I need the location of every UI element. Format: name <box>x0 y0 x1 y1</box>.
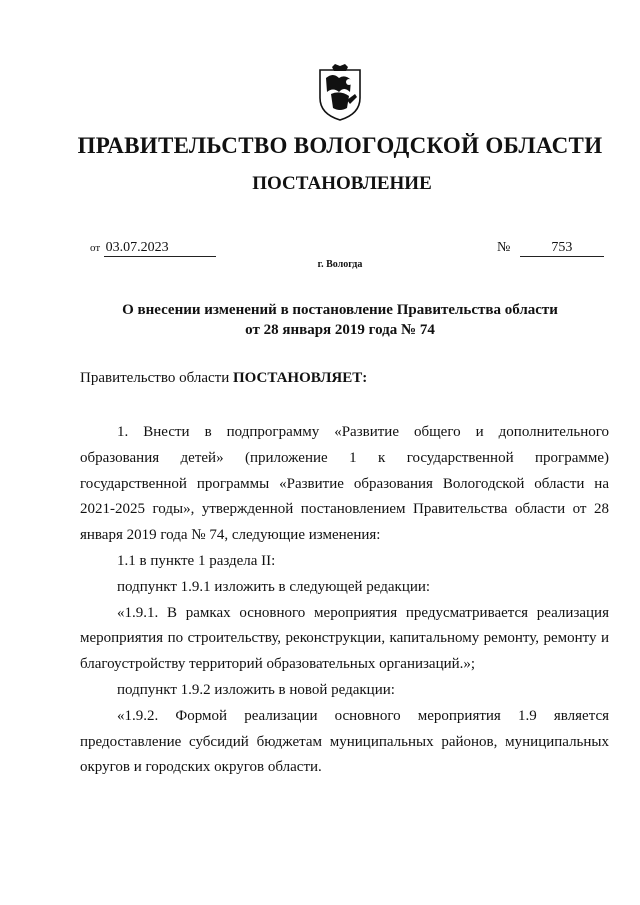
number-field <box>497 240 604 257</box>
date-prefix: от <box>90 242 101 254</box>
city: г. Вологда <box>317 259 363 270</box>
number-prefix: № <box>497 240 511 255</box>
paragraph: «1.9.1. В рамках основного мероприятия предусматривается реализация мероприятия по строительству, реконструкции, капитальному ремонту, ремонту и благоустройству территорий образовательных организаций.»; <box>80 604 609 673</box>
resolution-prefix: Правительство области <box>80 370 233 386</box>
paragraph: подпункт 1.9.1 изложить в следующей редакции: <box>117 578 431 595</box>
date-value: 03.07.2023 <box>104 240 216 257</box>
resolution-keyword: ПОСТАНОВЛЯЕТ: <box>232 370 368 386</box>
paragraph: подпункт 1.9.2 изложить в новой редакции: <box>117 681 395 698</box>
subject-heading <box>100 300 580 340</box>
resolution-clause <box>80 370 367 387</box>
subject-line-2: от 28 января 2019 года № 74 <box>245 322 435 338</box>
paragraph: 1. Внести в подпрограмму «Развитие общего и дополнительного образования детей» (приложение 1 к государственной программе) государственной программы «Развитие образования Вологодской области на 2021-2025 годы», утвержденной постановлением Правительства области от 28 января 2019 года № 74, следующие изменения: <box>80 424 609 544</box>
government-title: ПРАВИТЕЛЬСТВО ВОЛОГОДСКОЙ ОБЛАСТИ <box>77 133 603 158</box>
date-field <box>90 240 216 257</box>
number-value: 753 <box>520 240 604 257</box>
paragraph: «1.9.2. Формой реализации основного мероприятия 1.9 является предоставление субсидий бюджетам муниципальных районов, муниципальных округов и городских округов области. <box>80 707 609 776</box>
paragraph: 1.1 в пункте 1 раздела II: <box>117 552 276 569</box>
document-type: ПОСТАНОВЛЕНИЕ <box>252 173 432 194</box>
document-body <box>80 420 609 781</box>
coat-of-arms-icon <box>317 64 363 122</box>
subject-line-1: О внесении изменений в постановление Правительства области <box>122 302 558 318</box>
